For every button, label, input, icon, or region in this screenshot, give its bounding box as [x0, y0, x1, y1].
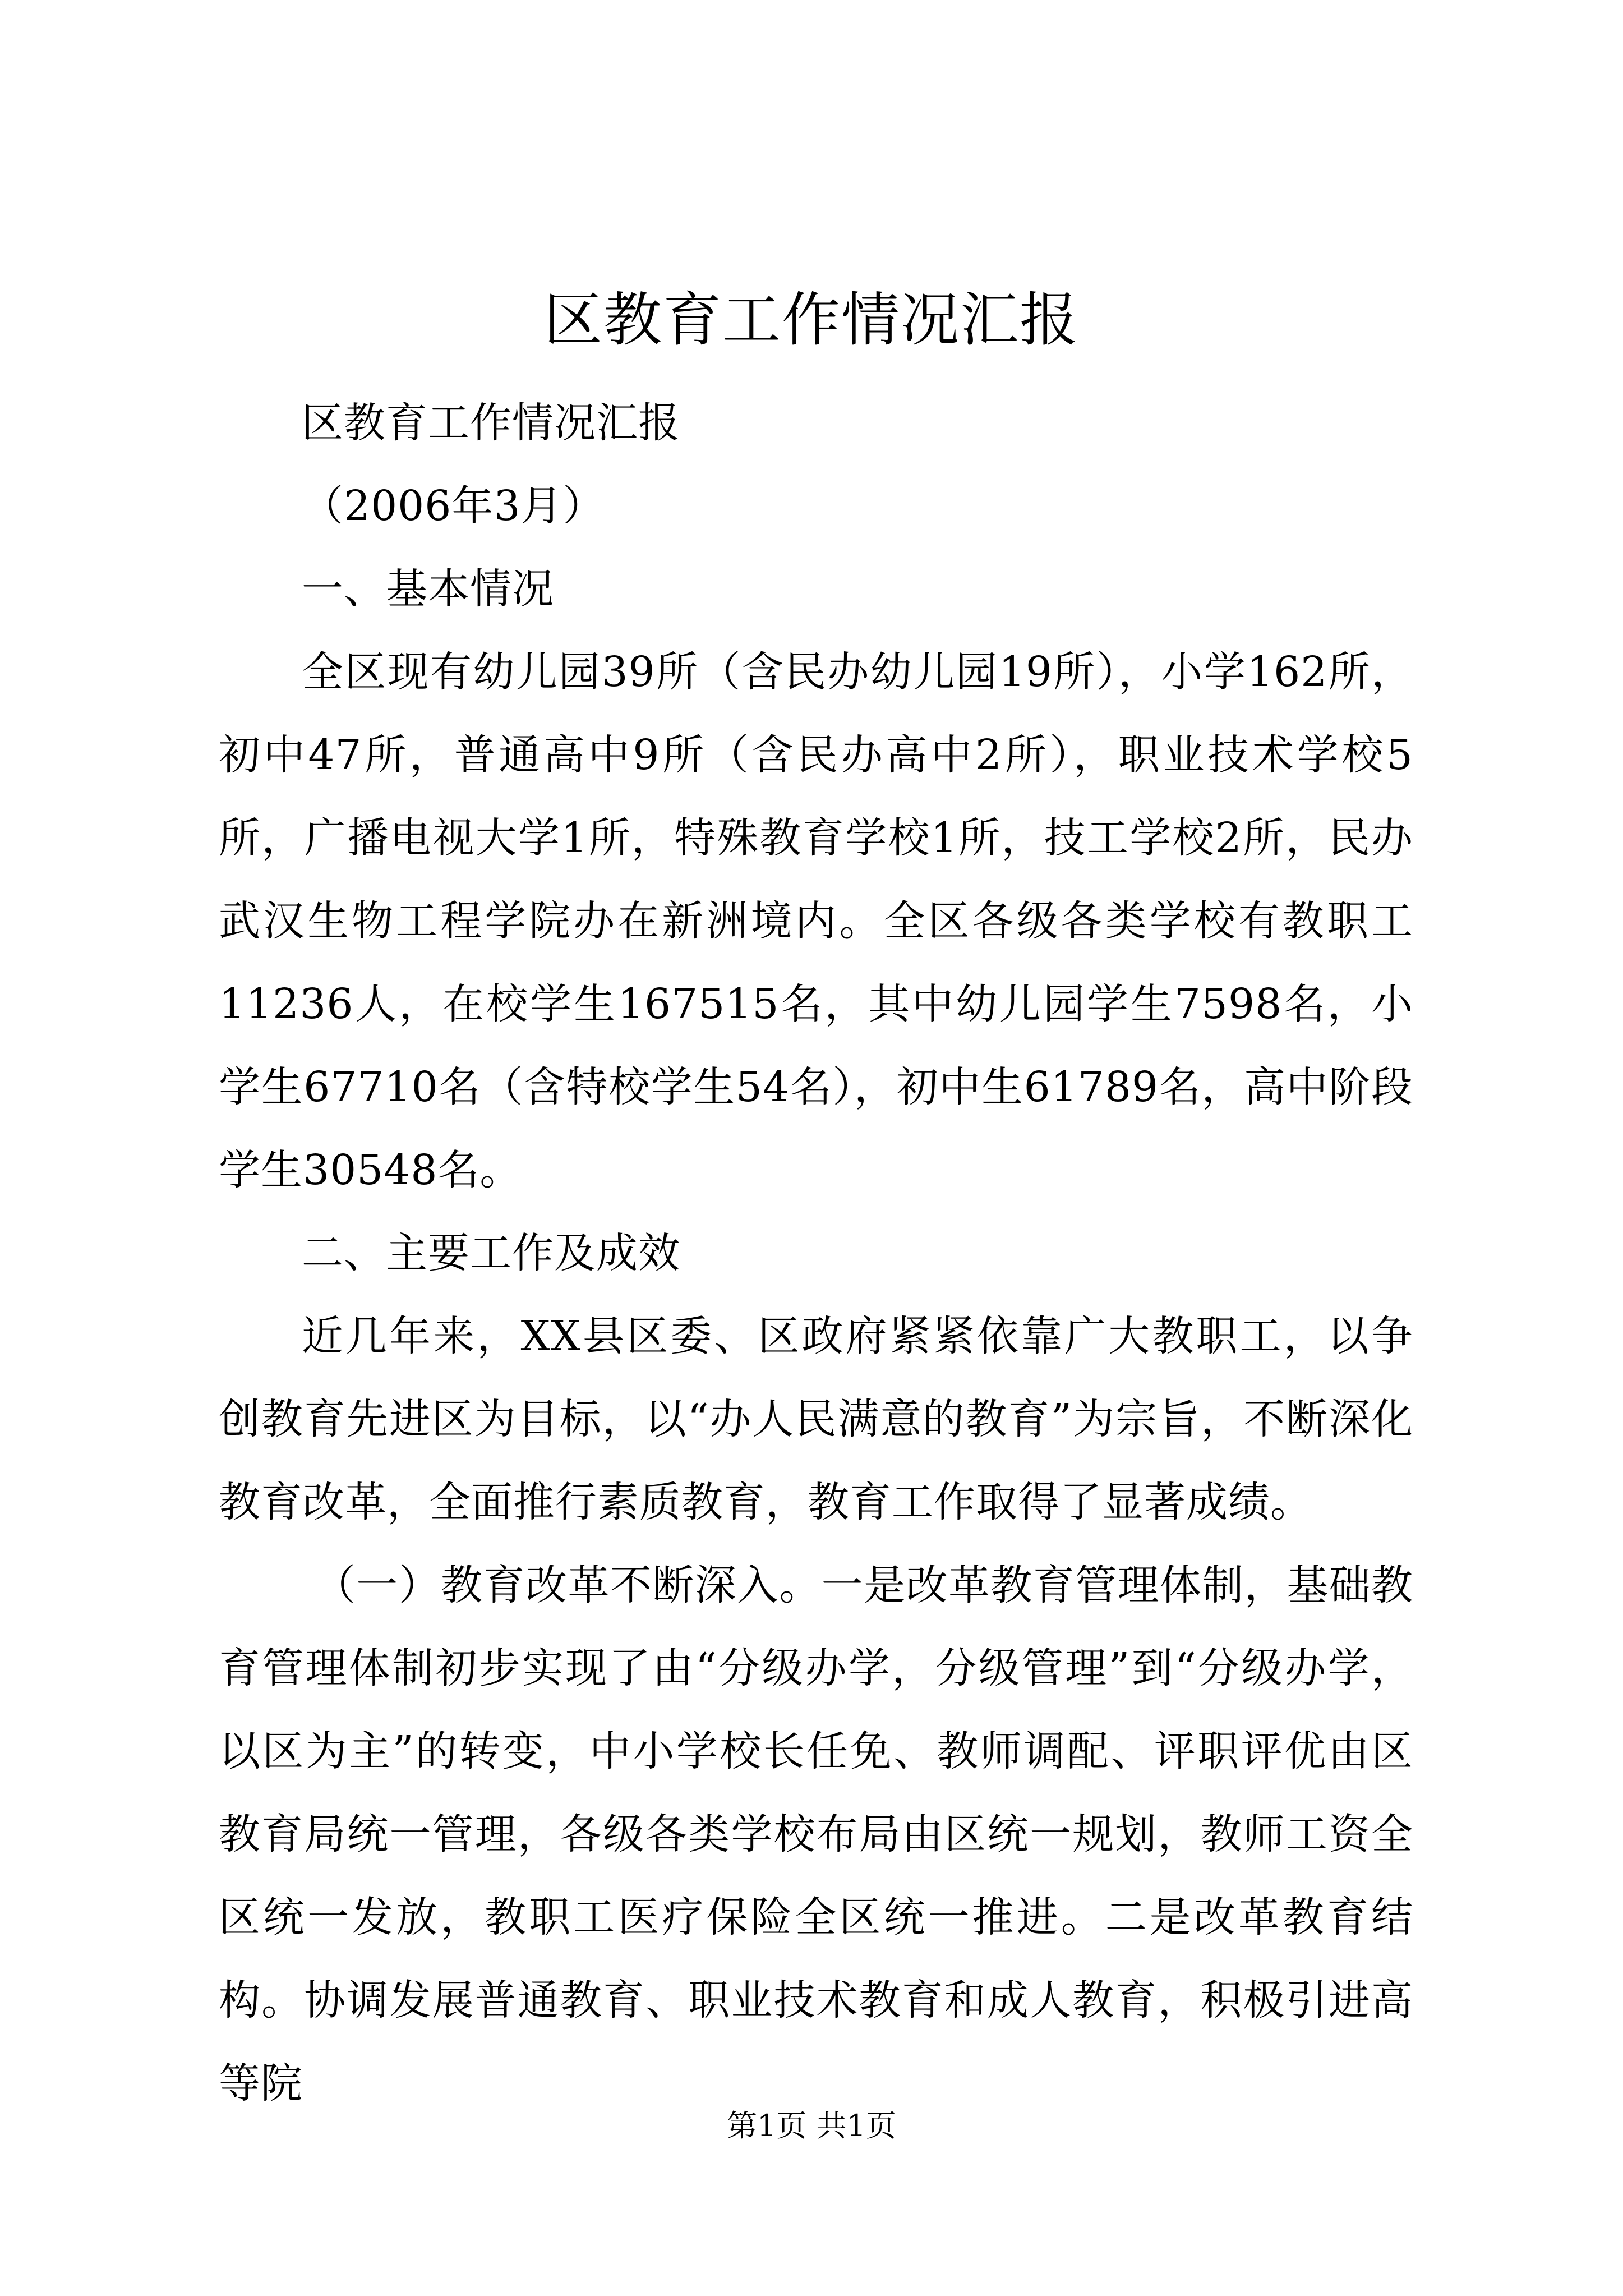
document-body	[219, 381, 1413, 2125]
page-footer: 第1页 共1页	[727, 2108, 896, 2143]
section-heading-achievements: 二、主要工作及成效	[302, 1229, 680, 1277]
paragraph-subtitle: 区教育工作情况汇报	[302, 399, 680, 447]
document-title: 区教育工作情况汇报	[543, 286, 1079, 354]
paragraph-basic-info: 全区现有幼儿园39所（含民办幼儿园19所），小学162所，初中47所，普通高中9所（含民办高中2所），职业技术学校5所，广播电视大学1所，特殊教育学校1所，技工学校2所，民办武汉生物工程学院办在新洲境内。全区各级各类学校有教职工11236人，在校学生167515名，其中幼儿园学生7598名，小学生67710名（含特校学生54名），初中生61789名，高中阶段学生30548名。	[219, 648, 1413, 1194]
paragraph-date: （2006年3月）	[302, 482, 605, 530]
paragraph-reform: （一）教育改革不断深入。一是改革教育管理体制，基础教育管理体制初步实现了由“分级办学，分级管理”到“分级办学，以区为主”的转变，中小学校长任免、教师调配、评职评优由区教育局统一管理，各级各类学校布局由区统一规划，教师工资全区统一发放，教职工医疗保险全区统一推进。二是改革教育结构。协调发展普通教育、职业技术教育和成人教育，积极引进高等院	[219, 1561, 1413, 2108]
section-heading-basic: 一、基本情况	[302, 565, 554, 613]
paragraph-overview: 近几年来，XX县区委、区政府紧紧依靠广大教职工，以争创教育先进区为目标，以“办人民满意的教育”为宗旨，不断深化教育改革，全面推行素质教育，教育工作取得了显著成绩。	[219, 1312, 1413, 1526]
